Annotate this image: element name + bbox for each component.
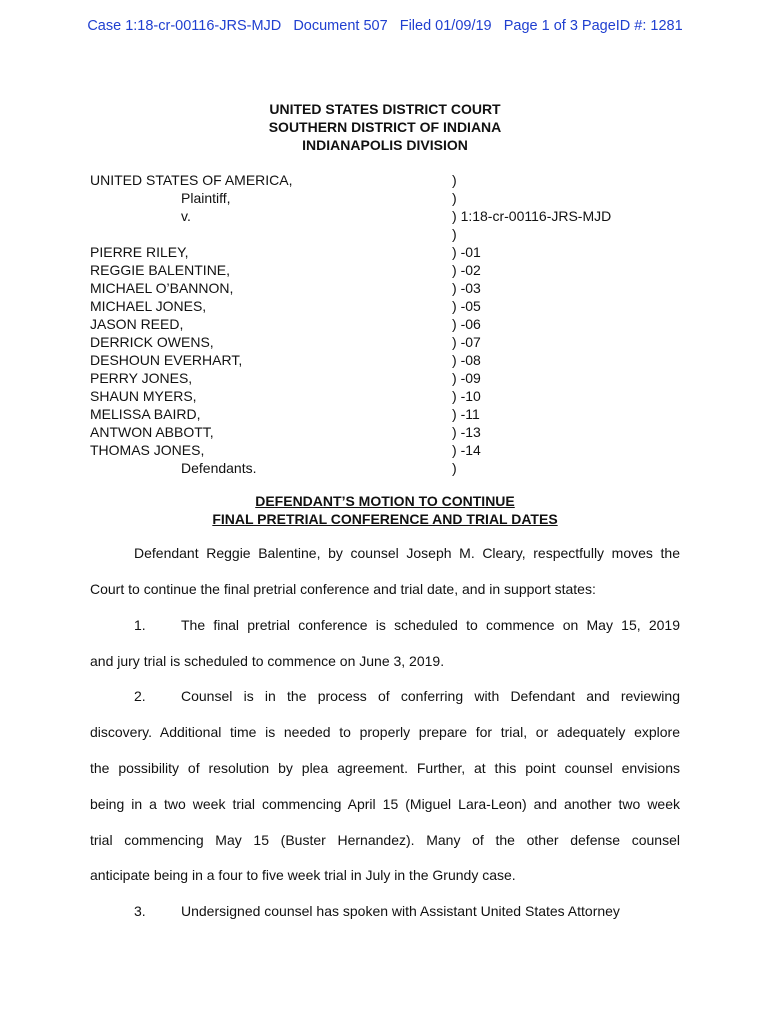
caption-paren: ) <box>452 172 457 188</box>
numbered-paragraph-1 <box>90 615 680 635</box>
body-line: Counsel is in the process of conferring with Defendant and reviewing <box>181 688 680 704</box>
court-name: UNITED STATES DISTRICT COURT <box>269 101 501 117</box>
caption-paren: ) <box>452 190 457 206</box>
plaintiff-role: Plaintiff, <box>181 190 231 206</box>
defendants-role: Defendants. <box>181 460 257 476</box>
paragraph-number: 2. <box>134 688 146 704</box>
caption-paren: ) <box>452 226 457 242</box>
versus-label: v. <box>181 208 191 224</box>
case-number: 1:18-cr-00116-JRS-MJD <box>460 208 612 224</box>
body-line: discovery. Additional time is needed to properly prepare for trial, or adequately explore <box>90 724 680 740</box>
body-line: anticipate being in a four to five week trial in July in the Grundy case. <box>90 867 516 883</box>
defendant-suffix: ) -10 <box>452 388 481 404</box>
defendant-name: ANTWON ABBOTT, <box>90 424 214 440</box>
motion-title <box>0 492 770 528</box>
motion-title-line: DEFENDANT’S MOTION TO CONTINUE <box>255 493 515 509</box>
body-line: Undersigned counsel has spoken with Assistant United States Attorney <box>181 903 620 919</box>
defendant-suffix: ) -08 <box>452 352 481 368</box>
defendant-name: PIERRE RILEY, <box>90 244 189 260</box>
body-line: the possibility of resolution by plea agreement. Further, at this point counsel envisions <box>90 760 680 776</box>
defendant-name: SHAUN MYERS, <box>90 388 197 404</box>
defendant-suffix: ) -07 <box>452 334 481 350</box>
caption-paren: ) <box>452 460 457 476</box>
numbered-paragraph-2 <box>90 686 680 706</box>
defendant-name: PERRY JONES, <box>90 370 193 386</box>
court-filing-stamp: Case 1:18-cr-00116-JRS-MJD Document 507 Filed 01/09/19 Page 1 of 3 PageID #: 1281 <box>87 18 683 34</box>
court-heading <box>0 100 770 154</box>
defendant-suffix: ) -11 <box>452 406 480 422</box>
defendant-suffix: ) -03 <box>452 280 481 296</box>
defendant-suffix: ) -13 <box>452 424 481 440</box>
body-line: and jury trial is scheduled to commence on June 3, 2019. <box>90 653 445 669</box>
paragraph-number: 1. <box>134 617 146 633</box>
defendant-name: DESHOUN EVERHART, <box>90 352 243 368</box>
defendant-name: DERRICK OWENS, <box>90 334 214 350</box>
paragraph-number: 3. <box>134 903 146 919</box>
body-line: Court to continue the final pretrial conference and trial date, and in support states: <box>90 581 596 597</box>
defendant-suffix: ) -06 <box>452 316 481 332</box>
plaintiff-name: UNITED STATES OF AMERICA, <box>90 172 293 188</box>
defendant-suffix: ) -05 <box>452 298 481 314</box>
body-line: Defendant Reggie Balentine, by counsel Joseph M. Cleary, respectfully moves the <box>134 545 680 561</box>
court-district: SOUTHERN DISTRICT OF INDIANA <box>268 119 502 135</box>
body-line: trial commencing May 15 (Buster Hernandez). Many of the other defense counsel <box>90 832 680 848</box>
defendant-suffix: ) -02 <box>452 262 481 278</box>
defendant-suffix: ) -01 <box>452 244 481 260</box>
defendant-suffix: ) -09 <box>452 370 481 386</box>
numbered-paragraph-3 <box>90 901 680 921</box>
body-line: being in a two week trial commencing April 15 (Miguel Lara-Leon) and another two week <box>90 796 680 812</box>
defendant-name: MICHAEL O’BANNON, <box>90 280 234 296</box>
motion-title-line: FINAL PRETRIAL CONFERENCE AND TRIAL DATES <box>212 511 558 527</box>
defendant-suffix: ) -14 <box>452 442 481 458</box>
defendant-name: JASON REED, <box>90 316 184 332</box>
defendant-name: MELISSA BAIRD, <box>90 406 201 422</box>
defendant-name: MICHAEL JONES, <box>90 298 207 314</box>
caption-paren: ) 1:18-cr-00116-JRS-MJD <box>452 208 612 224</box>
body-line: The final pretrial conference is scheduled to commence on May 15, 2019 <box>181 617 680 633</box>
defendant-name: REGGIE BALENTINE, <box>90 262 231 278</box>
court-division: INDIANAPOLIS DIVISION <box>302 137 468 153</box>
defendant-name: THOMAS JONES, <box>90 442 205 458</box>
